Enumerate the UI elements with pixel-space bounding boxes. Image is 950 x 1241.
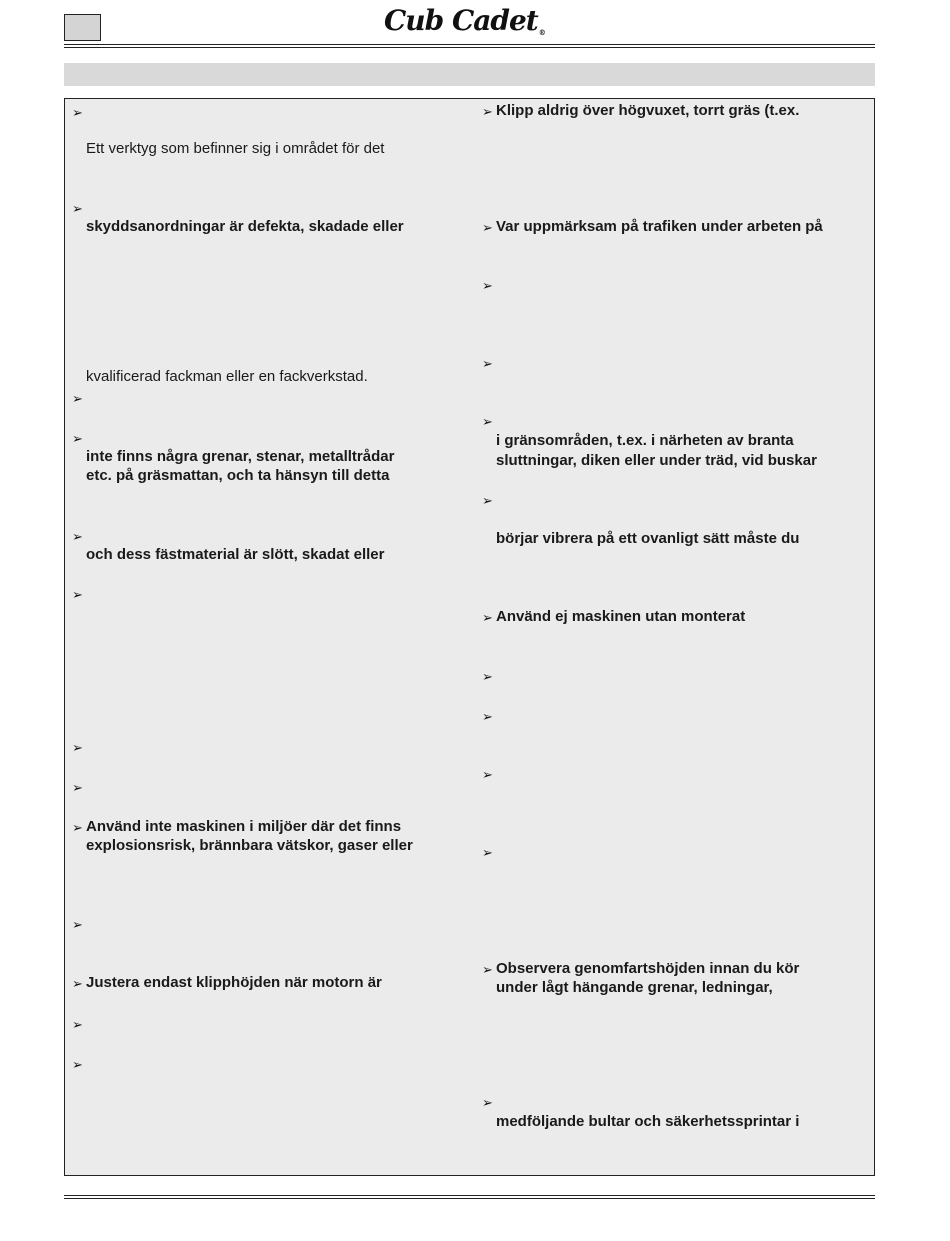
left-text-line: kvalificerad fackman eller en fackverkstad. (86, 368, 368, 385)
left-text-line: Justera endast klipphöjden när motorn är (86, 974, 382, 991)
safety-instructions-panel (64, 98, 875, 1176)
bullet-arrow-icon: ➢ (482, 356, 493, 371)
bullet-arrow-icon: ➢ (72, 587, 83, 602)
bullet-arrow-icon: ➢ (482, 1095, 493, 1110)
bullet-arrow-icon: ➢ (482, 709, 493, 724)
right-text-line: Använd ej maskinen utan monterat (496, 608, 746, 625)
left-text-line: och dess fästmaterial är slött, skadat eller (86, 546, 385, 563)
bullet-arrow-icon: ➢ (72, 391, 83, 406)
left-text-line: inte finns några grenar, stenar, metalltrådar (86, 448, 395, 465)
right-text-line: Var uppmärksam på trafiken under arbeten på (496, 218, 823, 235)
page-number-box (64, 14, 101, 41)
bullet-arrow-icon: ➢ (72, 820, 83, 835)
footer-rule-secondary (64, 1198, 875, 1199)
cub-cadet-logo: Cub Cadet® (384, 4, 545, 37)
bullet-arrow-icon: ➢ (482, 493, 493, 508)
bullet-arrow-icon: ➢ (72, 780, 83, 795)
bullet-arrow-icon: ➢ (72, 1057, 83, 1072)
bullet-arrow-icon: ➢ (482, 962, 493, 977)
bullet-arrow-icon: ➢ (72, 740, 83, 755)
right-text-line: Observera genomfartshöjden innan du kör (496, 960, 800, 977)
left-text-line: skyddsanordningar är defekta, skadade eller (86, 218, 404, 235)
left-text-line: etc. på gräsmattan, och ta hänsyn till detta (86, 467, 390, 484)
bullet-arrow-icon: ➢ (482, 220, 493, 235)
bullet-arrow-icon: ➢ (482, 767, 493, 782)
bullet-arrow-icon: ➢ (482, 414, 493, 429)
bullet-arrow-icon: ➢ (72, 917, 83, 932)
left-text-line: explosionsrisk, brännbara vätskor, gaser eller (86, 837, 413, 854)
right-text-line: i gränsområden, t.ex. i närheten av branta (496, 432, 794, 449)
left-text-line: Ett verktyg som befinner sig i området för det (86, 140, 385, 157)
right-text-line: under lågt hängande grenar, ledningar, (496, 979, 773, 996)
section-heading-bar (64, 63, 875, 86)
bullet-arrow-icon: ➢ (72, 201, 83, 216)
bullet-arrow-icon: ➢ (72, 1017, 83, 1032)
header-rule-secondary (64, 47, 875, 48)
right-text-line: medföljande bultar och säkerhetssprintar i (496, 1113, 800, 1130)
footer-rule (64, 1195, 875, 1196)
bullet-arrow-icon: ➢ (482, 278, 493, 293)
bullet-arrow-icon: ➢ (72, 431, 83, 446)
header-rule (64, 44, 875, 45)
bullet-arrow-icon: ➢ (482, 669, 493, 684)
bullet-arrow-icon: ➢ (72, 529, 83, 544)
left-text-line: Använd inte maskinen i miljöer där det finns (86, 818, 402, 835)
bullet-arrow-icon: ➢ (482, 104, 493, 119)
right-text-line: börjar vibrera på ett ovanligt sätt måste du (496, 530, 800, 547)
bullet-arrow-icon: ➢ (72, 105, 83, 120)
right-text-line: Klipp aldrig över högvuxet, torrt gräs (t.ex. (496, 102, 800, 119)
bullet-arrow-icon: ➢ (482, 610, 493, 625)
bullet-arrow-icon: ➢ (482, 845, 493, 860)
right-text-line: sluttningar, diken eller under träd, vid buskar (496, 452, 817, 469)
bullet-arrow-icon: ➢ (72, 976, 83, 991)
